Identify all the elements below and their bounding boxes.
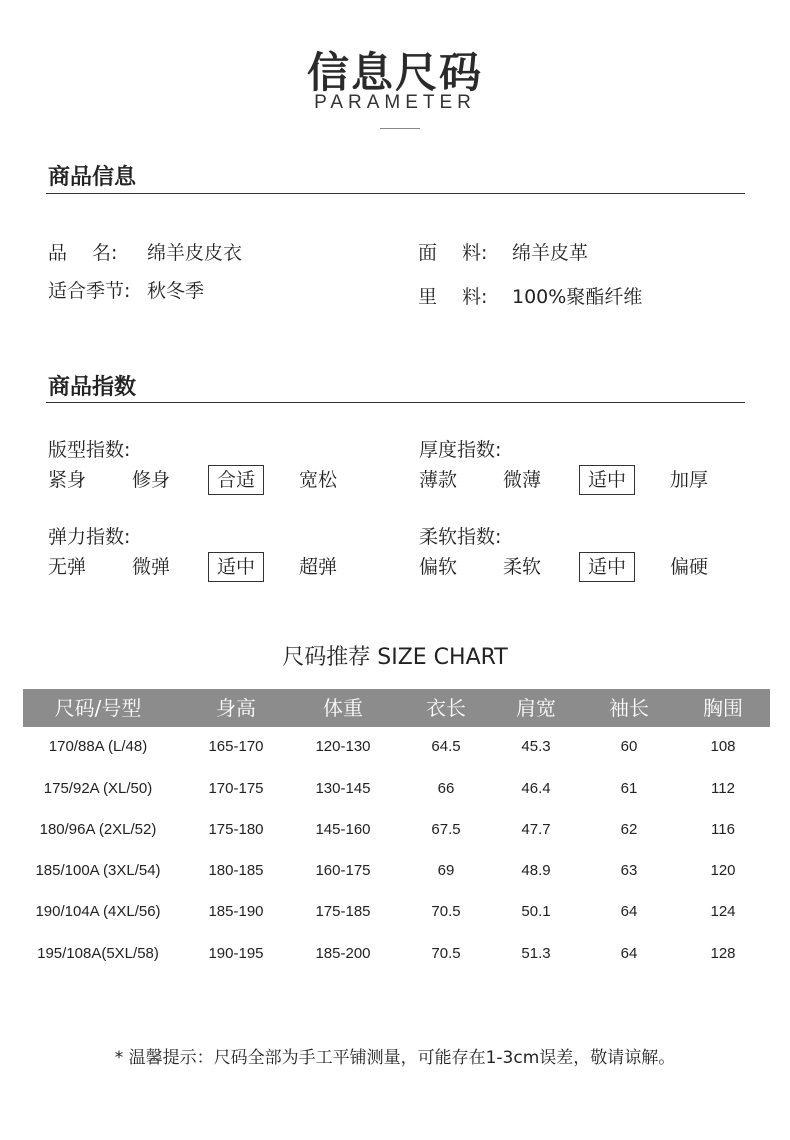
table-header-cell: 肩宽 bbox=[516, 696, 556, 720]
table-cell: 64 bbox=[620, 945, 638, 962]
table-cell: 69 bbox=[437, 862, 455, 879]
measurement-note: * 温馨提示：尺码全部为手工平铺测量，可能存在1-3cm误差，敬请谅解。 bbox=[114, 1048, 676, 1068]
table-cell: 70.5 bbox=[431, 903, 461, 920]
index-option: 紧身 bbox=[48, 469, 87, 491]
index-option: 微弹 bbox=[132, 556, 171, 578]
table-cell: 124 bbox=[710, 903, 736, 920]
table-cell: 165-170 bbox=[208, 738, 264, 755]
index-group-title: 版型指数: bbox=[48, 439, 131, 461]
table-cell: 62 bbox=[620, 821, 638, 838]
index-option: 薄款 bbox=[419, 469, 458, 491]
table-header-cell: 体重 bbox=[323, 696, 363, 720]
table-cell: 128 bbox=[710, 945, 736, 962]
table-cell: 175-185 bbox=[315, 903, 371, 920]
index-option: 宽松 bbox=[299, 469, 338, 491]
face-label: 面 料: bbox=[418, 242, 488, 264]
table-cell: 112 bbox=[711, 780, 735, 797]
index-option: 偏硬 bbox=[670, 556, 709, 578]
table-cell: 185/100A (3XL/54) bbox=[35, 862, 161, 879]
season-label: 适合季节: bbox=[48, 280, 131, 302]
size-table-header bbox=[23, 689, 770, 727]
index-option: 加厚 bbox=[670, 469, 709, 491]
table-cell: 170/88A (L/48) bbox=[48, 738, 148, 755]
table-cell: 190/104A (4XL/56) bbox=[35, 903, 161, 920]
table-cell: 61 bbox=[620, 780, 638, 797]
lining-value: 100%聚酯纤维 bbox=[512, 286, 643, 308]
table-cell: 190-195 bbox=[208, 945, 264, 962]
table-cell: 175-180 bbox=[208, 821, 264, 838]
name-value: 绵羊皮皮衣 bbox=[147, 242, 243, 264]
table-cell: 63 bbox=[620, 862, 638, 879]
index-option: 偏软 bbox=[419, 556, 458, 578]
index-option-selected: 适中 bbox=[208, 552, 264, 582]
index-group-title: 厚度指数: bbox=[419, 439, 502, 461]
table-cell: 116 bbox=[711, 821, 735, 838]
index-option: 微薄 bbox=[503, 469, 542, 491]
index-group-title: 柔软指数: bbox=[419, 526, 502, 548]
name-label: 品 名: bbox=[48, 242, 118, 264]
table-cell: 145-160 bbox=[315, 821, 371, 838]
size-chart-title: 尺码推荐 SIZE CHART bbox=[282, 645, 508, 670]
table-cell: 50.1 bbox=[521, 903, 551, 920]
table-cell: 64.5 bbox=[431, 738, 461, 755]
section-divider bbox=[46, 193, 745, 194]
section-heading-product-index: 商品指数 bbox=[48, 375, 137, 400]
table-header-cell: 衣长 bbox=[426, 696, 466, 720]
table-header-cell: 胸围 bbox=[703, 696, 743, 720]
table-cell: 180/96A (2XL/52) bbox=[39, 821, 157, 838]
table-cell: 195/108A(5XL/58) bbox=[37, 945, 159, 962]
table-cell: 45.3 bbox=[521, 738, 551, 755]
table-cell: 160-175 bbox=[315, 862, 371, 879]
table-cell: 130-145 bbox=[315, 780, 371, 797]
table-cell: 170-175 bbox=[208, 780, 264, 797]
index-option: 超弹 bbox=[299, 556, 338, 578]
table-cell: 120 bbox=[710, 862, 736, 879]
title-divider bbox=[380, 128, 420, 129]
table-cell: 46.4 bbox=[521, 780, 551, 797]
index-option: 修身 bbox=[132, 469, 171, 491]
table-cell: 51.3 bbox=[521, 945, 551, 962]
table-cell: 175/92A (XL/50) bbox=[43, 780, 153, 797]
index-option-selected: 适中 bbox=[579, 552, 635, 582]
table-cell: 185-200 bbox=[315, 945, 371, 962]
table-header-cell: 袖长 bbox=[609, 696, 649, 720]
face-value: 绵羊皮革 bbox=[512, 242, 589, 264]
season-value: 秋冬季 bbox=[147, 280, 205, 302]
table-cell: 70.5 bbox=[431, 945, 461, 962]
index-option-selected: 适中 bbox=[579, 465, 635, 495]
table-cell: 67.5 bbox=[431, 821, 461, 838]
table-header-cell: 尺码/号型 bbox=[54, 696, 142, 720]
table-cell: 180-185 bbox=[208, 862, 264, 879]
page-title: 信息尺码 bbox=[306, 48, 483, 97]
index-option-selected: 合适 bbox=[208, 465, 264, 495]
table-cell: 108 bbox=[710, 738, 736, 755]
table-cell: 47.7 bbox=[521, 821, 551, 838]
table-cell: 185-190 bbox=[208, 903, 264, 920]
table-cell: 48.9 bbox=[521, 862, 551, 879]
section-heading-product-info: 商品信息 bbox=[48, 165, 137, 190]
index-option: 柔软 bbox=[503, 556, 542, 578]
table-cell: 66 bbox=[437, 780, 455, 797]
table-header-cell: 身高 bbox=[216, 696, 256, 720]
page-subtitle: PARAMETER bbox=[314, 92, 476, 113]
section-divider bbox=[46, 402, 745, 403]
lining-label: 里 料: bbox=[418, 286, 488, 308]
table-cell: 120-130 bbox=[315, 738, 371, 755]
table-cell: 60 bbox=[620, 738, 638, 755]
index-group-title: 弹力指数: bbox=[48, 526, 131, 548]
table-cell: 64 bbox=[620, 903, 638, 920]
index-option: 无弹 bbox=[48, 556, 87, 578]
